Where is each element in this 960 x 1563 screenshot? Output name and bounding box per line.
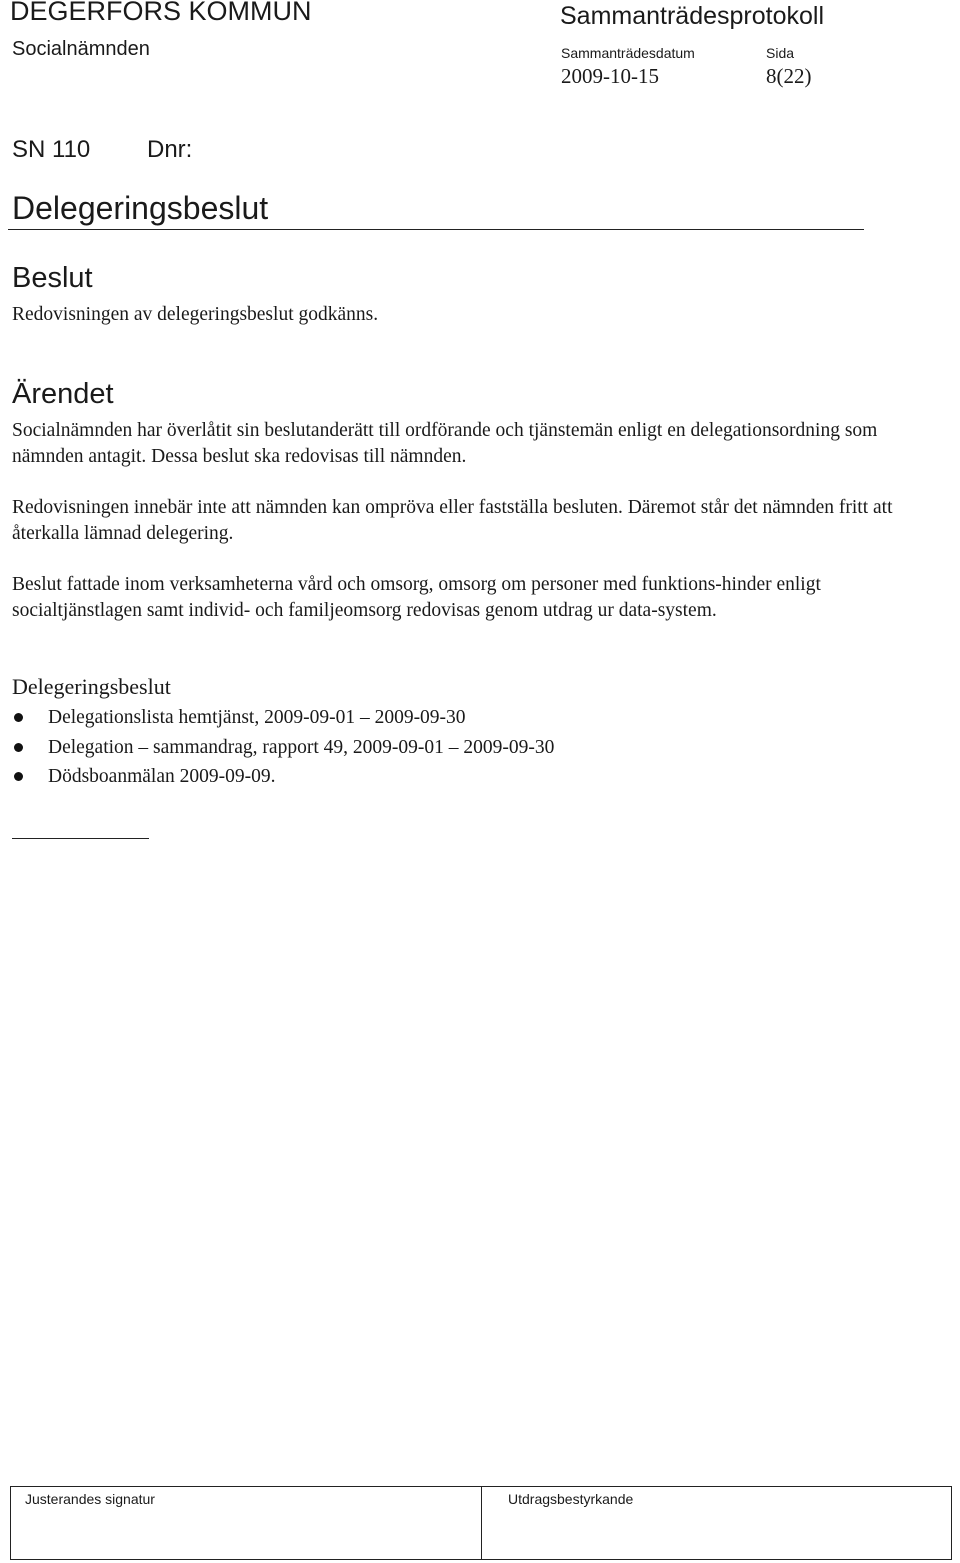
- matter-paragraph: Redovisningen innebär inte att nämnden kan ompröva eller fastställa besluten. Däremot står det nämnden fritt att återkalla lämnad delegering.: [12, 497, 893, 544]
- decision-heading: Beslut: [12, 262, 93, 294]
- list-item-text: Dödsboanmälan 2009-09-09.: [48, 766, 276, 787]
- decision-list: [12, 703, 554, 792]
- bullet-icon: [14, 772, 23, 781]
- list-heading: Delegeringsbeslut: [12, 674, 171, 699]
- certification-label: Utdragsbestyrkande: [508, 1491, 634, 1507]
- page-number: 8(22): [766, 64, 812, 88]
- list-item-text: Delegation – sammandrag, rapport 49, 2009-09-01 – 2009-09-30: [48, 736, 555, 758]
- case-number: SN 110: [12, 136, 91, 163]
- matter-heading: Ärendet: [12, 378, 114, 410]
- list-item: [12, 733, 554, 763]
- meeting-date-label: Sammanträdesdatum: [561, 45, 695, 61]
- decision-text: Redovisningen av delegeringsbeslut godkänns.: [12, 304, 379, 325]
- case-title: Delegeringsbeslut: [12, 190, 269, 226]
- organization-name: DEGERFORS KOMMUN: [10, 0, 312, 26]
- department-name: Socialnämnden: [12, 38, 150, 60]
- meeting-date-value: 2009-10-15: [561, 64, 659, 88]
- list-item-text: Delegationslista hemtjänst, 2009-09-01 – 2009-09-30: [48, 707, 466, 728]
- document-type: Sammanträdesprotokoll: [560, 2, 825, 30]
- title-rule: [8, 229, 864, 230]
- section-end-line: [12, 838, 149, 839]
- signature-label: Justerandes signatur: [25, 1491, 155, 1507]
- bullet-icon: [14, 743, 23, 752]
- list-item: [12, 762, 554, 792]
- matter-paragraph: Socialnämnden har överlåtit sin beslutanderätt till ordförande och tjänstemän enligt en delegationsordning som nämnden antagit. Dessa beslut ska redovisas till nämnden.: [12, 420, 878, 467]
- dnr-label: Dnr:: [147, 136, 193, 163]
- bullet-icon: [14, 713, 23, 722]
- signature-footer: [10, 1486, 952, 1560]
- page-label: Sida: [766, 45, 795, 61]
- matter-paragraph: Beslut fattade inom verksamheterna vård och omsorg, omsorg om personer med funktions-hinder enligt socialtjänstlagen samt individ- och familjeomsorg redovisas genom utdrag ur data-system.: [12, 574, 821, 621]
- footer-divider: [481, 1487, 482, 1559]
- list-item: [12, 703, 554, 733]
